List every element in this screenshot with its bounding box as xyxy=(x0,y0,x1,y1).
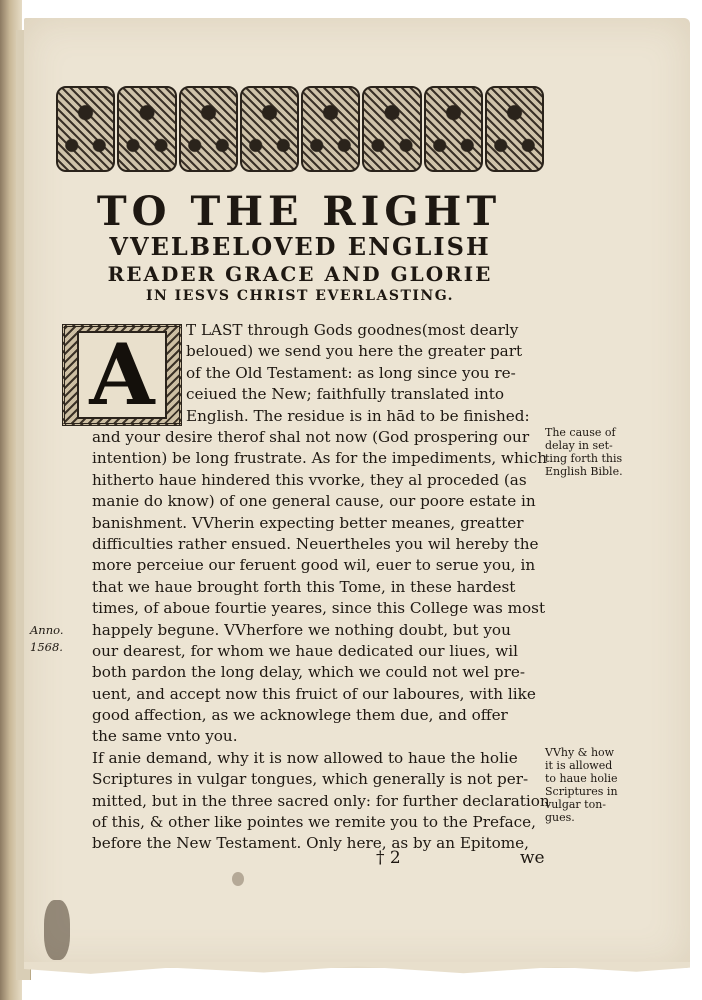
ornament-tile xyxy=(179,86,238,172)
text-line: that we haue brought forth this Tome, in these hardest xyxy=(92,577,516,596)
text-line: the same vnto you. xyxy=(92,727,238,746)
ornament-tile xyxy=(485,86,544,172)
text-line: before the New Testament. Only here, as by an Epitome, xyxy=(92,834,529,853)
text-line: hitherto haue hindered this vvorke, they al proceded (as xyxy=(92,470,527,489)
margin-note-line: it is allowed xyxy=(545,759,613,772)
margin-note-line: gues. xyxy=(545,811,575,824)
text-line: happely begune. VVherfore we nothing doubt, but you xyxy=(92,620,511,639)
text-line: beloued) we send you here the greater part xyxy=(186,342,523,361)
ornamental-headpiece xyxy=(56,86,544,168)
ornament-tile xyxy=(56,86,115,172)
signature-mark: † 2 xyxy=(376,848,401,868)
opening-lines xyxy=(186,320,538,427)
anno-year: 1568. xyxy=(30,640,63,654)
ornament-tile xyxy=(362,86,421,172)
text-line: of the Old Testament: as long since you re- xyxy=(186,363,516,382)
text-line: intention) be long frustrate. As for the impediments, which xyxy=(92,449,547,468)
text-line: more perceiue our feruent good wil, euer to serue you, in xyxy=(92,556,536,575)
margin-note-line: ting forth this xyxy=(545,452,623,465)
text-line: our dearest, for whom we haue dedicated our liues, wil xyxy=(92,641,518,660)
text-line: mitted, but in the three sacred only: for further declaration xyxy=(92,791,550,810)
text-line: difficulties rather ensued. Neuertheles you wil hereby the xyxy=(92,534,539,553)
margin-note-line: delay in set- xyxy=(545,439,613,452)
margin-note-delay xyxy=(545,426,623,478)
margin-note-line: English Bible. xyxy=(545,465,623,478)
ornament-tile xyxy=(424,86,483,172)
ink-stain xyxy=(232,872,244,886)
text-line: banishment. VVherin expecting better meanes, greatter xyxy=(92,513,524,532)
catchword: we xyxy=(520,848,545,868)
margin-note-line: The cause of xyxy=(545,426,616,439)
text-line: T LAST through Gods goodnes(most dearly xyxy=(186,321,519,339)
margin-note-line: to haue holie xyxy=(545,772,618,785)
margin-note-scriptures xyxy=(545,746,618,824)
text-line: of this, & other like pointes we remite you to the Preface, xyxy=(92,813,536,832)
edge-damage xyxy=(44,900,70,960)
main-text xyxy=(92,427,550,855)
margin-note-line: VVhy & how xyxy=(545,746,615,759)
text-line: ceiued the New; faithfully translated into xyxy=(186,385,504,404)
margin-note-line: vulgar ton- xyxy=(545,798,607,811)
text-line: uent, and accept now this fruict of our laboures, with like xyxy=(92,684,536,703)
text-line: English. The residue is in hād to be finished: xyxy=(186,406,530,425)
text-line: If anie demand, why it is now allowed to haue the holie xyxy=(92,748,518,767)
text-line: good affection, as we acknowlege them due, and offer xyxy=(92,706,508,725)
anno-label: Anno. xyxy=(30,623,64,637)
initial-letter: A xyxy=(77,331,166,419)
margin-date-note xyxy=(30,622,64,656)
ornament-tile xyxy=(301,86,360,172)
decorated-initial xyxy=(62,324,182,426)
heading-line-2: VVELBELOVED ENGLISH xyxy=(109,232,491,261)
text-line: both pardon the long delay, which we could not wel pre- xyxy=(92,663,525,682)
text-line: manie do know) of one general cause, our poore estate in xyxy=(92,492,536,511)
text-line: times, of aboue fourtie yeares, since this College was most xyxy=(92,599,546,618)
text-line: Scriptures in vulgar tongues, which generally is not per- xyxy=(92,770,529,789)
ornament-tile xyxy=(117,86,176,172)
heading-line-1: TO THE RIGHT xyxy=(96,188,502,235)
ornament-tile xyxy=(240,86,299,172)
margin-note-line: Scriptures in xyxy=(545,785,618,798)
heading-line-4: IN IESVS CHRIST EVERLASTING. xyxy=(145,288,455,304)
text-line: and your desire therof shal not now (God prospering our xyxy=(92,428,530,446)
heading-line-3: READER GRACE AND GLORIE xyxy=(107,262,493,286)
